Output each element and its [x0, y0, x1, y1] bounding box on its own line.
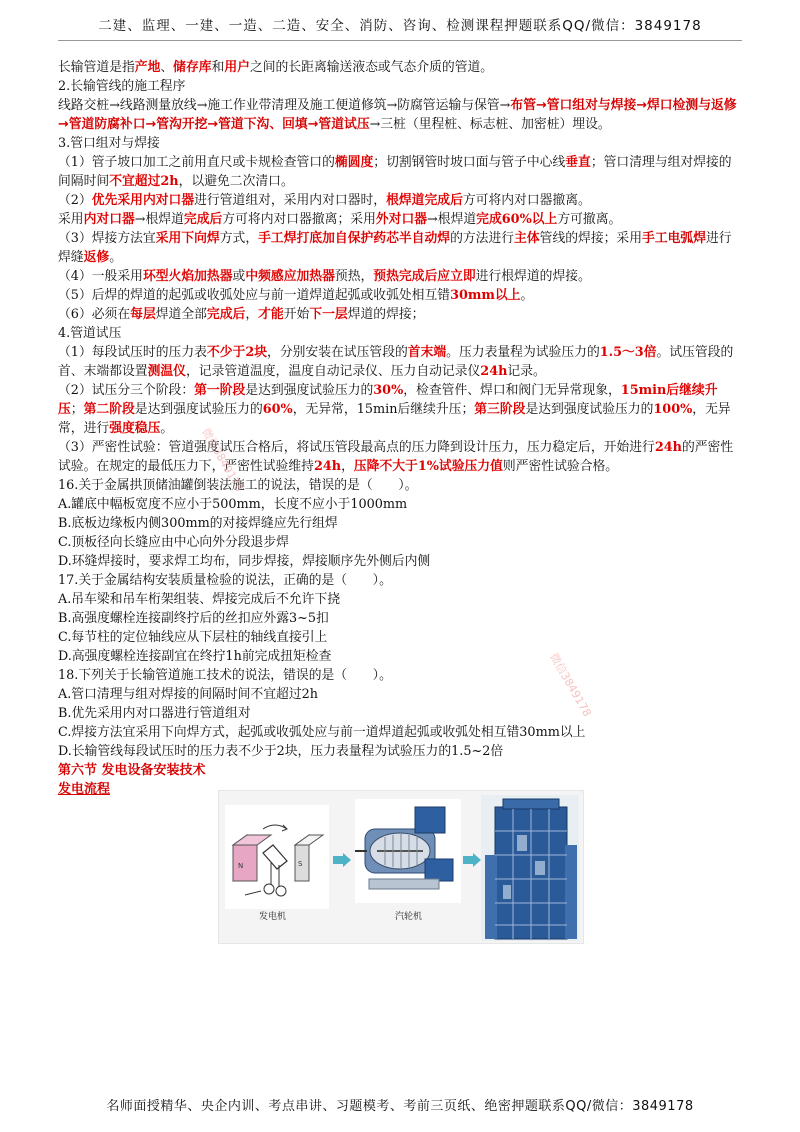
question-option: C.焊接方法宜采用下向焊方式，起弧或收弧处应与前一道焊道起弧或收弧处相互错30mm以上	[58, 725, 586, 740]
question-stem: 16.关于金属拱顶储油罐倒装法施工的说法，错误的是（ ）。	[58, 478, 418, 493]
question-18	[58, 666, 742, 761]
document-body	[58, 58, 742, 799]
question-option: D.高强度螺栓连接副宜在终拧1h前完成扭矩检查	[58, 649, 332, 664]
boiler-building-image	[481, 795, 579, 941]
paragraph-welding-2b: 采用内对口器→根焊道完成后方可将内对口器撤离；采用外对口器→根焊道完成60%以上方可撤离。	[58, 212, 622, 227]
question-stem: 18.下列关于长输管道施工技术的说法，错误的是（ ）。	[58, 668, 392, 683]
generator-diagram	[225, 805, 329, 909]
arrow-right-icon	[463, 853, 481, 867]
watermark: 微信3849178	[199, 426, 246, 494]
section-subtitle: 发电流程	[58, 782, 111, 797]
paragraph-welding-1: （1）管子坡口加工之前用直尺或卡规检查管口的椭圆度；切割钢管时坡口面与管子中心线垂直；管口清理与组对焊接的间隔时间不宜超过2h，以避免二次清口。	[58, 155, 732, 189]
power-generation-figure	[218, 790, 584, 944]
question-option: D.环缝焊接时，要求焊工均布，同步焊接，焊接顺序先外侧后内侧	[58, 554, 431, 569]
paragraph-procedure: 线路交桩→线路测量放线→施工作业带清理及施工便道修筑→防腐管运输与保管→布管→管口组对与焊接→焊口检测与返修→管道防腐补口→管沟开挖→管道下沟、回填→管道试压→三桩（里程桩、标志桩、加密桩）埋设。	[58, 98, 737, 132]
paragraph-definition: 长输管道是指产地、储存库和用户之间的长距离输送液态或气态介质的管道。	[58, 60, 494, 75]
paragraph-welding-2: （2）优先采用内对口器进行管道组对，采用内对口器时，根焊道完成后方可将内对口器撤离。	[58, 193, 591, 208]
question-option: B.优先采用内对口器进行管道组对	[58, 706, 251, 721]
paragraph-welding-5: （5）后焊的焊道的起弧或收弧处应与前一道焊道起弧或收弧处相互错30mm以上。	[58, 288, 534, 303]
question-option: A.吊车梁和吊车桁架组装、焊接完成后不允许下挠	[58, 592, 341, 607]
turbine-diagram	[355, 799, 461, 903]
heading-construction-procedure: 2.长输管线的施工程序	[58, 79, 186, 94]
svg-text:N: N	[238, 862, 244, 870]
question-16	[58, 476, 742, 571]
paragraph-welding-6: （6）必须在每层焊道全部完成后，才能开始下一层焊道的焊接；	[58, 307, 425, 322]
paragraph-welding-4: （4）一般采用环型火焰加热器或中频感应加热器预热，预热完成后应立即进行根焊道的焊接。	[58, 269, 591, 284]
question-stem: 17.关于金属结构安装质量检验的说法，正确的是（ ）。	[58, 573, 392, 588]
page-footer: 名师面授精华、央企内训、考点串讲、习题模考、考前三页纸、绝密押题联系QQ/微信：3849178	[106, 1099, 694, 1114]
heading-welding: 3.管口组对与焊接	[58, 136, 160, 151]
question-17	[58, 571, 742, 666]
section-title: 第六节 发电设备安装技术	[58, 763, 206, 778]
question-option: D.长输管线每段试压时的压力表不少于2块，压力表量程为试验压力的1.5~2倍	[58, 744, 504, 759]
paragraph-test-3: （3）严密性试验：管道强度试压合格后，将试压管段最高点的压力降到设计压力，压力稳定后，开始进行24h的严密性试验。在规定的最低压力下，严密性试验维持24h，压降不大于1%试验压力值则严密性试验合格。	[58, 440, 734, 474]
heading-pressure-test: 4.管道试压	[58, 326, 122, 341]
paragraph-test-1: （1）每段试压时的压力表不少于2块，分别安装在试压管段的首末端。压力表量程为试验压力的1.5～3倍。试压管段的首、末端都设置测温仪，记录管道温度，温度自动记录仪、压力自动记录仪24h记录。	[58, 345, 734, 379]
page-header: 二建、监理、一建、一造、二造、安全、消防、咨询、检测课程押题联系QQ/微信：3849178	[98, 18, 702, 34]
question-option: B.高强度螺栓连接副终拧后的丝扣应外露3~5扣	[58, 611, 329, 626]
question-option: C.每节柱的定位轴线应从下层柱的轴线直接引上	[58, 630, 328, 645]
watermark: 微信3849178	[547, 651, 594, 719]
question-option: A.罐底中幅板宽度不应小于500mm，长度不应小于1000mm	[58, 497, 408, 512]
svg-text:S: S	[298, 860, 303, 868]
question-option: B.底板边缘板内侧300mm的对接焊缝应先行组焊	[58, 516, 338, 531]
paragraph-test-2: （2）试压分三个阶段：第一阶段是达到强度试验压力的30%，检查管件、焊口和阀门无异常现象，15min后继续升压；第二阶段是达到强度试验压力的60%，无异常，15min后继续升压；第三阶段是达到强度试验压力的100%，无异常，进行强度稳压。	[58, 383, 731, 436]
question-option: A.管口清理与组对焊接的间隔时间不宜超过2h	[58, 687, 319, 702]
figure-caption-generator: 发电机	[259, 912, 287, 922]
arrow-right-icon	[333, 853, 351, 867]
question-option: C.顶板径向长缝应由中心向外分段退步焊	[58, 535, 289, 550]
header-divider	[58, 40, 742, 41]
paragraph-welding-3: （3）焊接方法宜采用下向焊方式，手工焊打底加自保护药芯半自动焊的方法进行主体管线的焊接；采用手工电弧焊进行焊缝返修。	[58, 231, 732, 265]
figure-caption-turbine: 汽轮机	[395, 912, 423, 922]
